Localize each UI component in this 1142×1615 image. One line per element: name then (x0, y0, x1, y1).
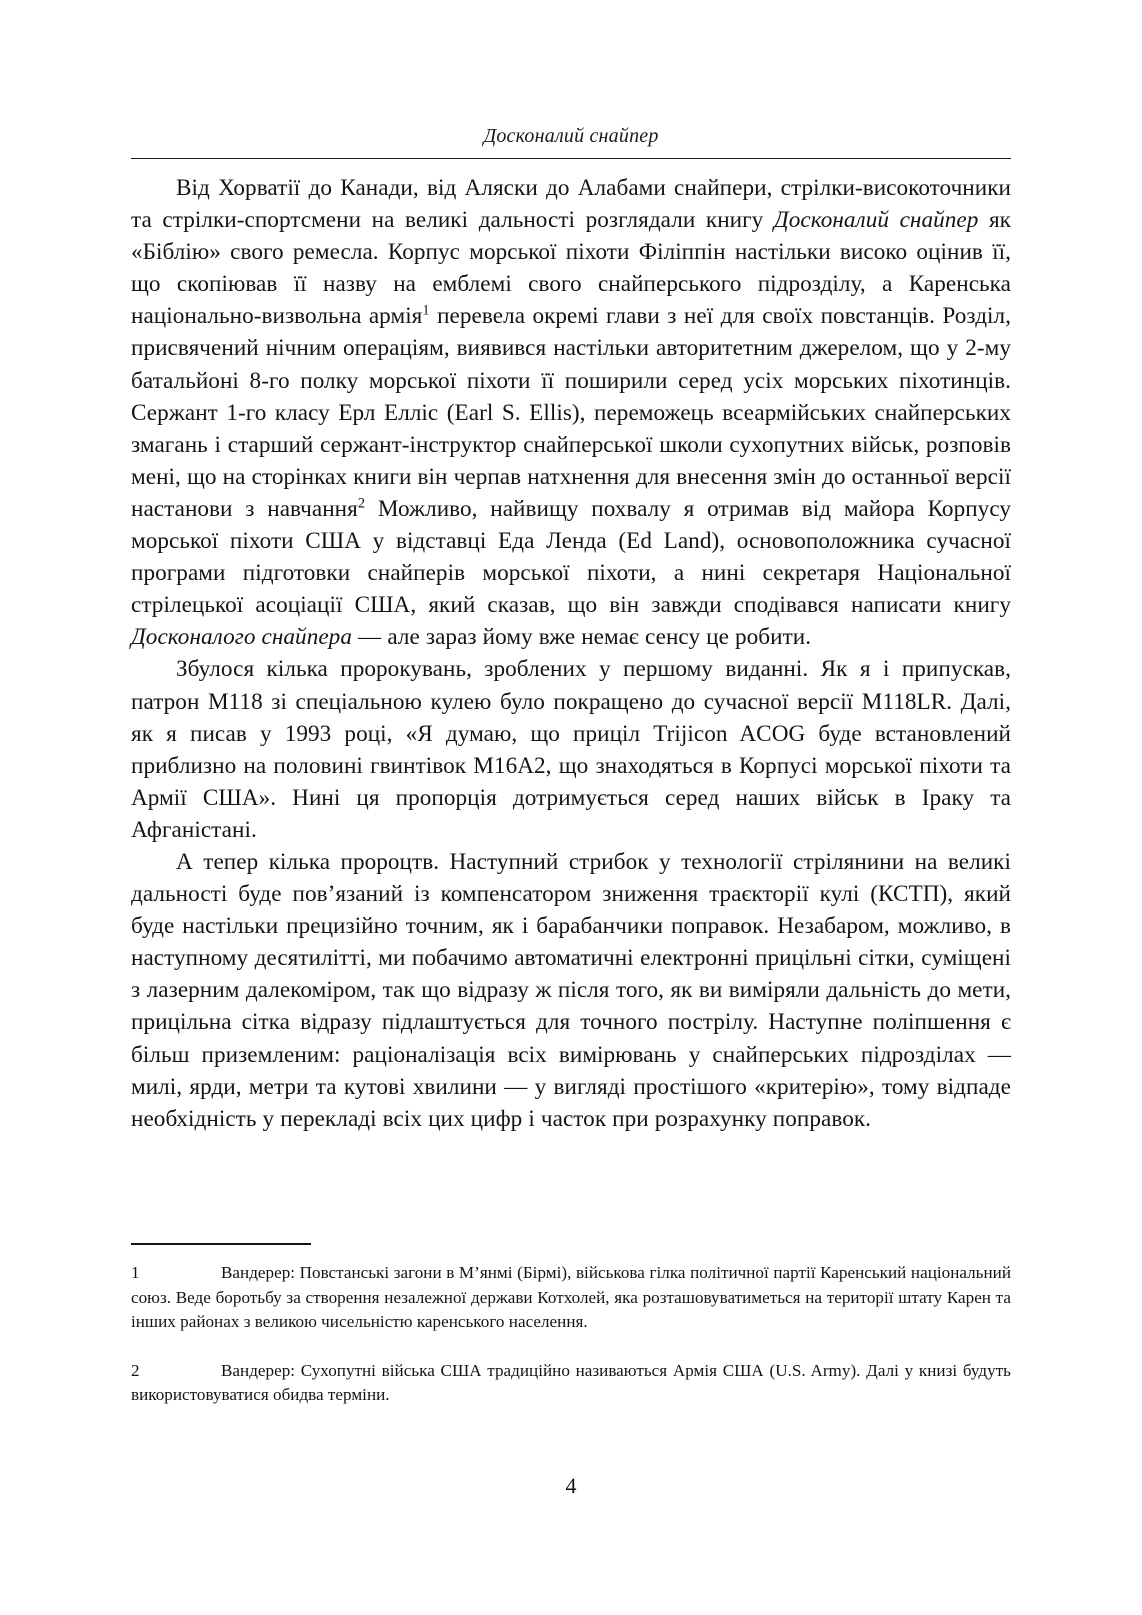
footnote-separator-rule (131, 1243, 311, 1245)
footnote-text: Вандерер: Повстанські загони в М’янмі (Бірмі), військова гілка політичної партії Каренський національний союз. Веде боротьбу за створення незалежної держави Котхолей, яка розташовуватиметься на території штату Карен та інших районах з великою чисельністю каренського населення. (131, 1263, 1011, 1332)
footnote-number: 2 (131, 1360, 140, 1380)
body-paragraph: А тепер кілька пророцтв. Наступний стрибок у технології стрілянини на великі дальності буде пов’язаний із компенсатором зниження траєкторії кулі (КСТП), який буде настільки прецизійно точним, як і барабанчики поправок. Незабаром, можливо, в наступному десятилітті, ми побачимо автоматичні електронні прицільні сітки, суміщені з лазерним далекоміром, так що відразу ж після того, як ви виміряли дальність до мети, прицільна сітка відразу підлаштується для точного пострілу. Наступне поліпшення є більш приземленим: раціоналізація всіх вимірювань у снайперських підрозділах — милі, ярди, метри та кутові хвилини — у вигляді простішого «критерію», тому відпаде необхідність у перекладі всіх цих цифр і часток при розрахунку поправок. (131, 848, 1011, 1132)
footnote-number: 1 (131, 1263, 140, 1282)
body-paragraph: Від Хорватії до Канади, від Аляски до Алабами снайпери, стрілки-високоточники та стрілки-спортсмени на великі дальності розглядали книгу Досконалий снайпер як «Біблію» свого ремесла. Корпус морської піхоти Філіппін настільки високо оцінив її, що скопіював її назву на емблемі свого снайперського підрозділу, а Каренська національно-визвольна армія$^1$ перевела окремі глави з неї для своїх повстанців. Розділ, присвячений нічним операціям, виявився настільки авторитетним джерелом, що у 2-му батальйоні 8-го полку морської піхоти її поширили серед усіх морських піхотинців. Сержант 1-го класу Ерл Елліс (Earl S. Ellis), переможець всеармійських снайперських змагань і старший сержант-інструктор снайперської школи сухопутних військ, розповів мені, що на сторінках книги він черпав натхнення для внесення змін до останньої версії настанови з навчання$^2$ Можливо, найвищу похвалу я отримав від майора Корпусу морської піхоти США у відставці Еда Ленда (Ed Land), основоположника сучасної програми підготовки снайперів морської піхоти, а нині секретаря Національної стрілецької асоціації США, який сказав, що він завжди сподівався написати книгу Досконалого снайпера — але зараз йому вже немає сенсу це робити. (131, 175, 1011, 651)
italic-book-title: Досконалого снайпера (131, 624, 352, 651)
running-header-title: Досконалий снайпер (483, 125, 659, 147)
body-paragraph: Збулося кілька пророкувань, зроблених у першому виданні. Як я і припускав, патрон M118 зі спеціальною кулею було покращено до сучасної версії M118LR. Далі, як я писав у 1993 році, «Я думаю, що приціл Trijicon ACOG буде встановлений приблизно на половині гвинтівок M16A2, що знаходяться в Корпусі морської піхоти та Армії США». Нині ця пропорція дотримується серед наших військ в Іраку та Афганістані. (131, 656, 1011, 843)
body-text-column (131, 172, 1011, 1135)
footnote-text: Вандерер: Сухопутні війська США традиційно називаються Армія США (U.S. Army). Далі у книзі будуть використовуватися обидва терміни. (131, 1360, 1011, 1405)
page-number: 4 (565, 1473, 577, 1498)
header-divider-rule (131, 158, 1011, 159)
footnote-reference-marker[interactable]: 2 (357, 495, 366, 512)
footnote-item (131, 1261, 1011, 1335)
footnote-area (131, 1243, 1011, 1408)
italic-book-title: Досконалий снайпер (773, 207, 979, 234)
footnote-reference-marker[interactable]: 1 (422, 302, 430, 319)
footnote-item (131, 1359, 1011, 1408)
